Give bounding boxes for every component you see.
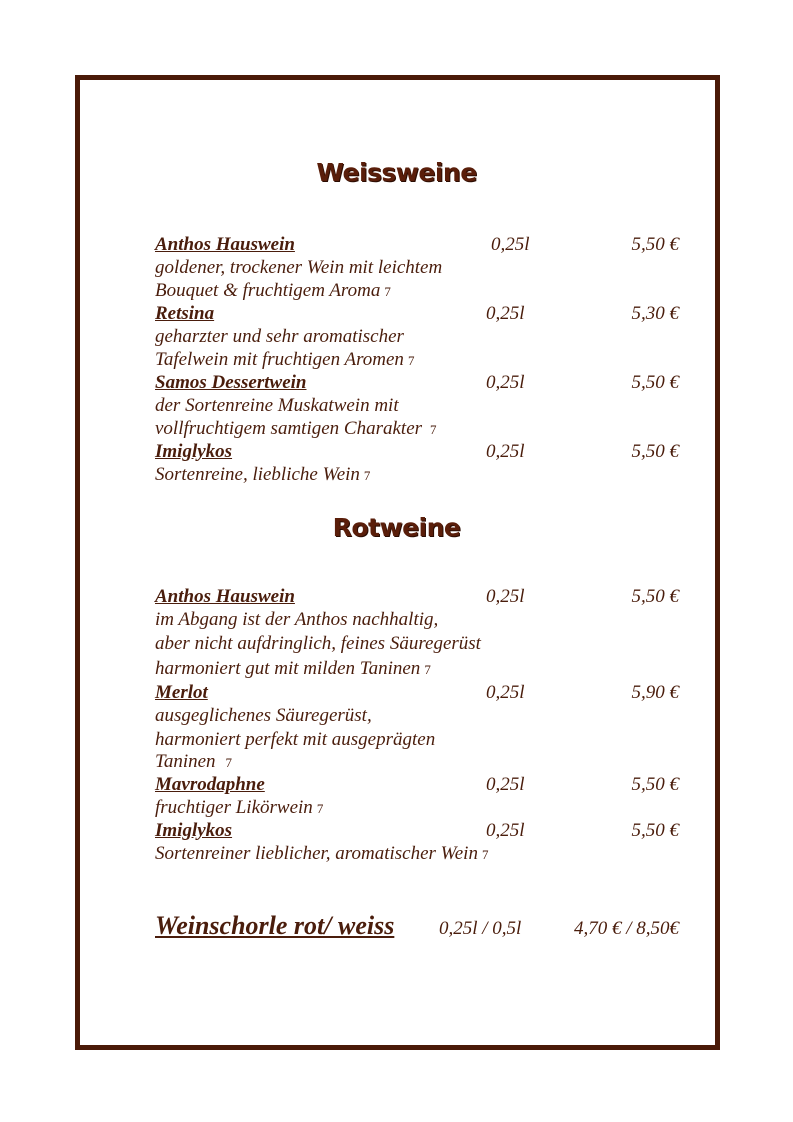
allergen-note: 7: [225, 755, 233, 770]
wine-quantity: 0,25l: [486, 774, 525, 795]
wine-description: Sortenreine, liebliche Wein 7: [155, 464, 371, 485]
allergen-note: 7: [384, 284, 391, 299]
allergen-note: 7: [430, 422, 437, 437]
section-heading-rotweine: Rotweine: [332, 513, 461, 542]
wine-quantity: 0,25l: [486, 820, 525, 841]
wine-description: der Sortenreine Muskatwein mit: [155, 395, 399, 416]
wine-quantity: 0,25l: [486, 682, 525, 703]
wine-description: geharzter und sehr aromatischer: [155, 326, 404, 347]
wine-description: Tafelwein mit fruchtigen Aromen 7: [155, 349, 415, 370]
wine-description: Taninen 7: [155, 751, 233, 772]
allergen-note: 7: [363, 468, 371, 483]
wine-name: Imiglykos: [155, 441, 233, 462]
schorle-price: 4,70 € / 8,50€: [573, 918, 679, 939]
wine-description: Sortenreiner lieblicher, aromatischer Wein 7: [155, 843, 489, 864]
wine-quantity: 0,25l: [486, 586, 525, 607]
wine-description: Bouquet & fruchtigem Aroma 7: [155, 280, 391, 301]
wine-name: Retsina: [155, 303, 215, 324]
wine-price: 5,50 €: [631, 586, 679, 607]
wine-description: harmoniert perfekt mit ausgeprägten: [155, 729, 436, 750]
wine-price: 5,30 €: [631, 303, 679, 324]
wine-name: Imiglykos: [155, 820, 233, 841]
wine-description: fruchtiger Likörwein 7: [155, 797, 324, 818]
wine-quantity: 0,25l: [486, 303, 525, 324]
allergen-note: 7: [424, 662, 431, 677]
wine-price: 5,50 €: [631, 441, 679, 462]
wine-price: 5,50 €: [631, 372, 679, 393]
menu-border: [75, 75, 720, 1050]
wine-description: im Abgang ist der Anthos nachhaltig,: [155, 609, 439, 630]
wine-quantity: 0,25l: [491, 234, 530, 255]
wine-name: Anthos Hauswein: [155, 586, 295, 607]
allergen-note: 7: [316, 801, 324, 816]
allergen-note: 7: [481, 847, 489, 862]
wine-description: aber nicht aufdringlich, feines Säuregerüst: [155, 633, 481, 654]
section-heading-weissweine: Weissweine: [316, 158, 477, 187]
wine-description: harmoniert gut mit milden Taninen 7: [155, 658, 431, 679]
wine-price: 5,50 €: [631, 774, 679, 795]
wine-name: Anthos Hauswein: [155, 234, 295, 255]
wine-name: Mavrodaphne: [155, 774, 265, 795]
wine-quantity: 0,25l: [486, 372, 525, 393]
wine-price: 5,90 €: [631, 682, 679, 703]
wine-name: Samos Dessertwein: [155, 372, 307, 393]
schorle-name: Weinschorle rot/ weiss: [155, 911, 395, 940]
wine-quantity: 0,25l: [486, 441, 525, 462]
allergen-note: 7: [407, 353, 415, 368]
wine-description: goldener, trockener Wein mit leichtem: [155, 257, 443, 278]
schorle-quantity: 0,25l / 0,5l: [439, 918, 522, 939]
wine-description: vollfruchtigem samtigen Charakter 7: [155, 418, 437, 439]
wine-price: 5,50 €: [631, 234, 679, 255]
wine-description: ausgeglichenes Säuregerüst,: [155, 705, 372, 726]
wine-price: 5,50 €: [631, 820, 679, 841]
wine-name: Merlot: [155, 682, 208, 703]
